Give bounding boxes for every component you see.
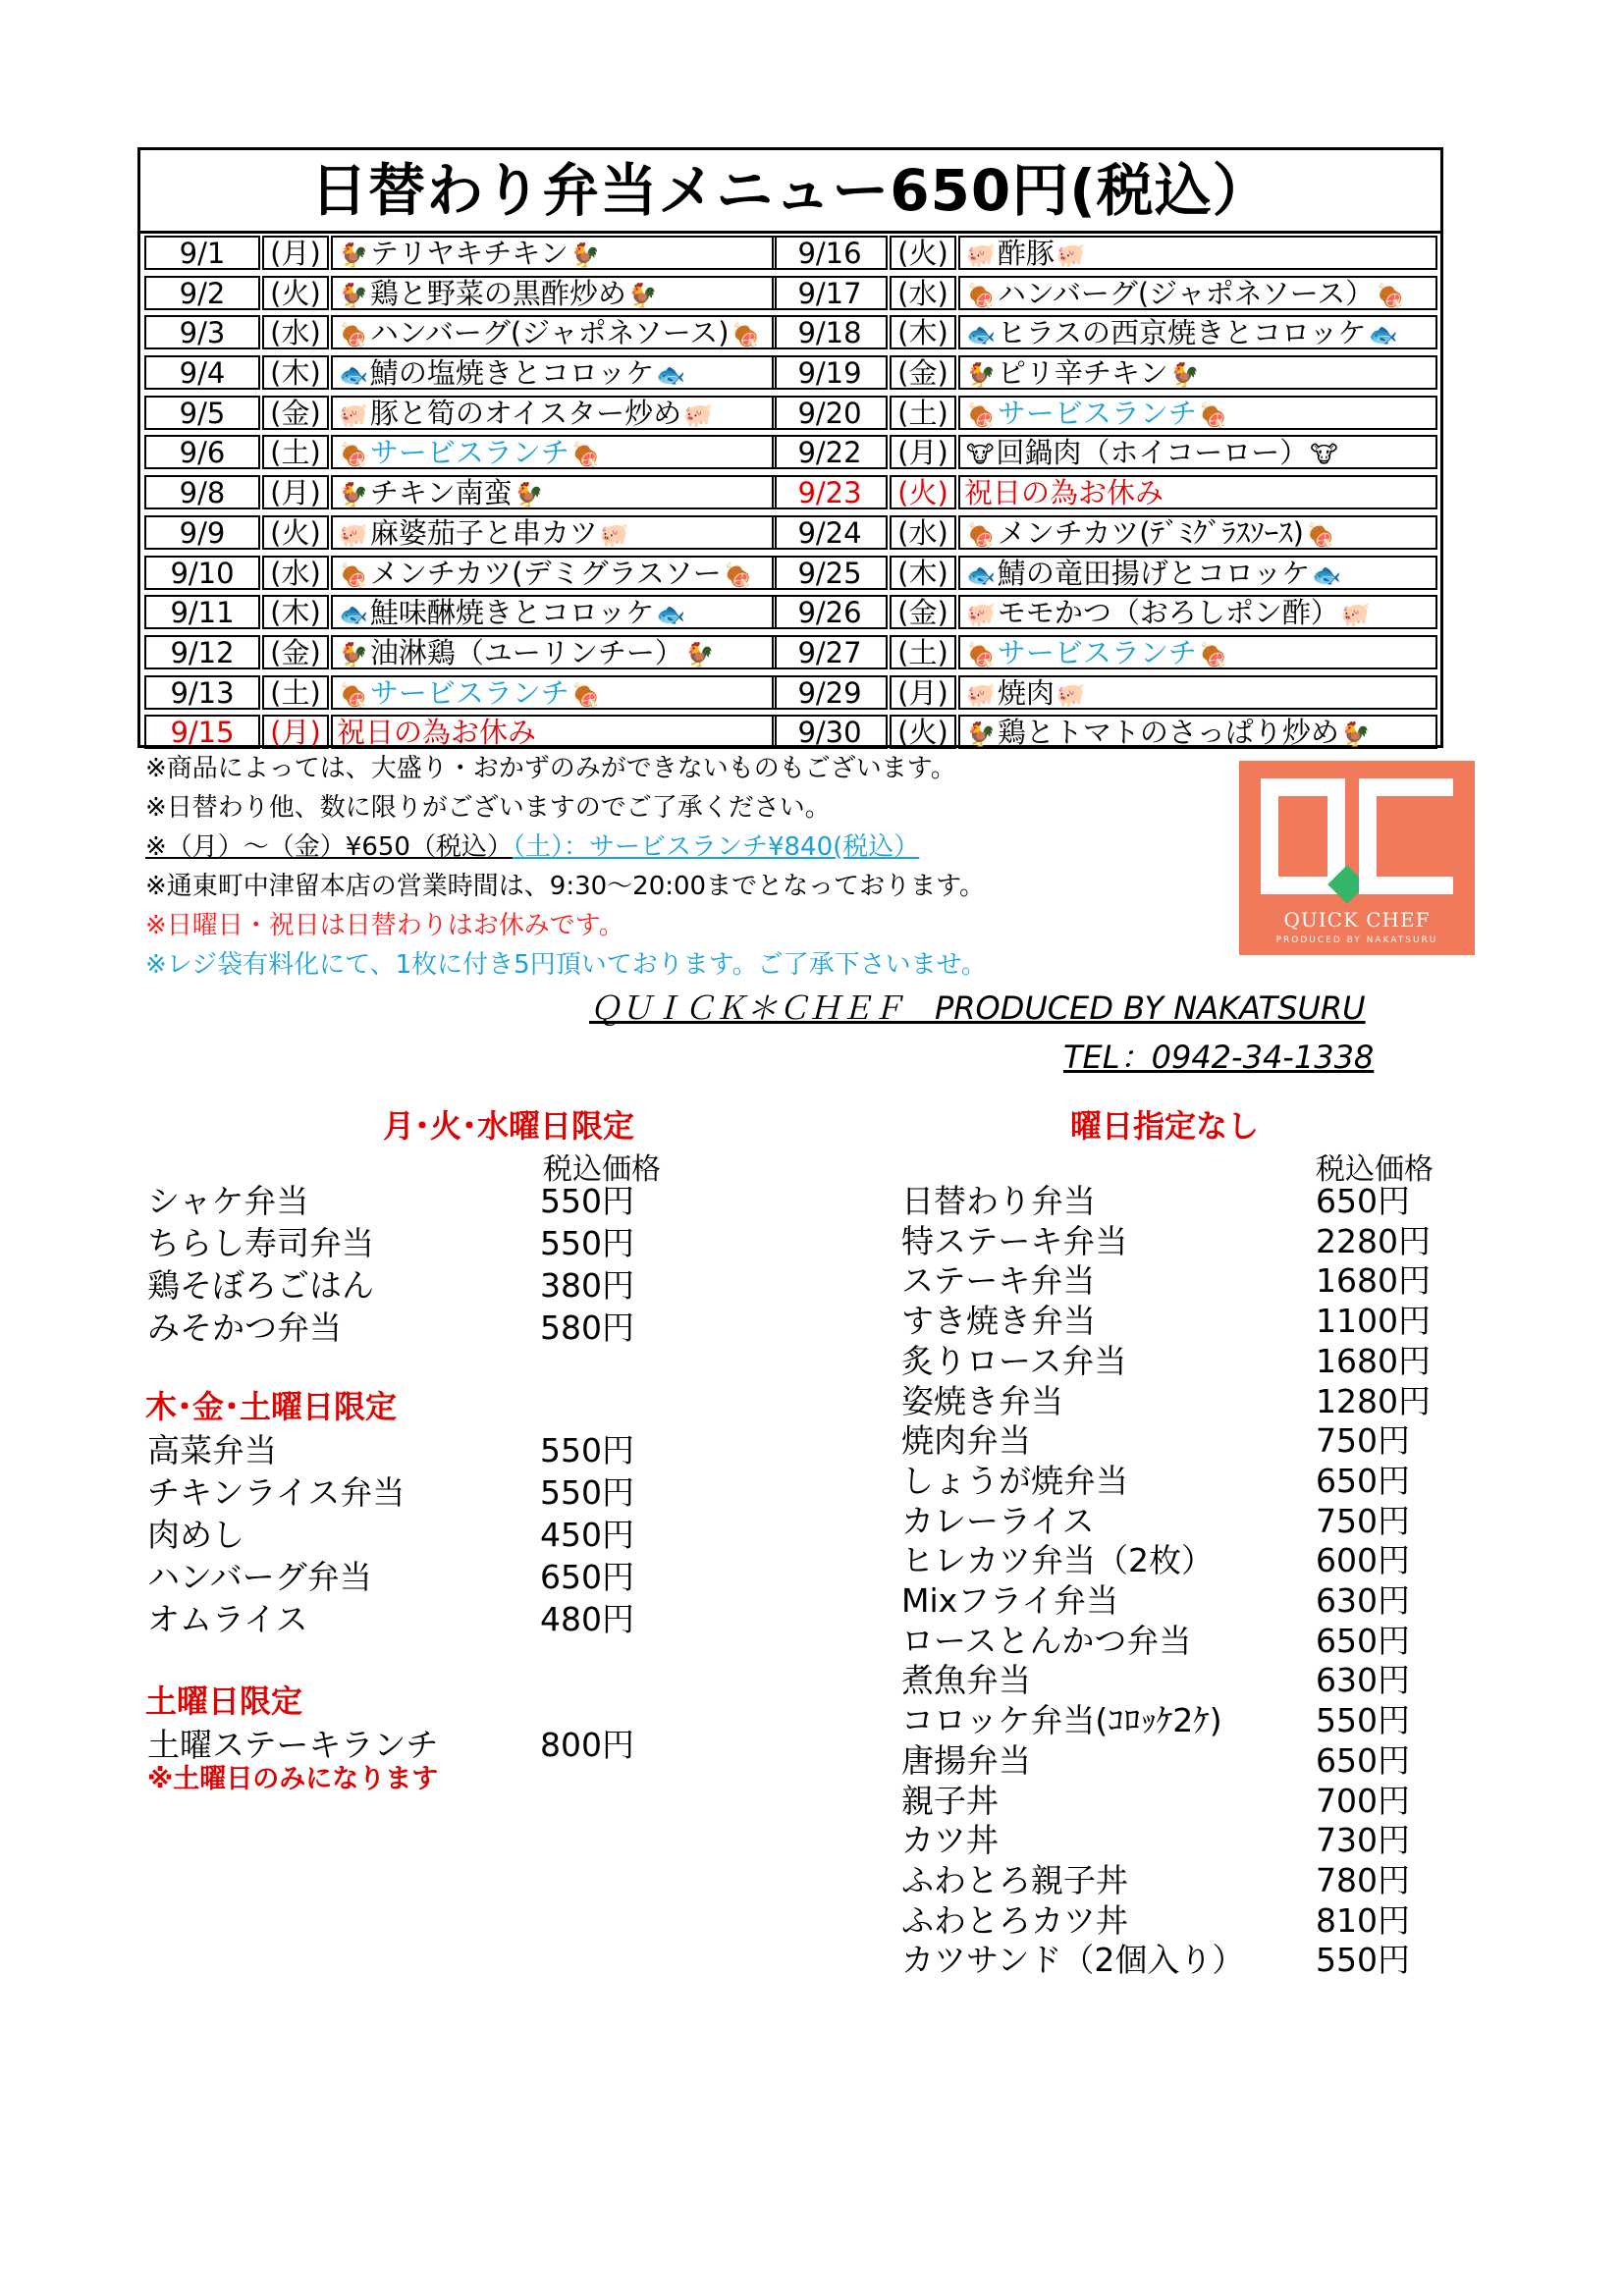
- price-list-item-name: 炙りロース弁当: [901, 1341, 1127, 1380]
- price-list-item-price: 780円: [1316, 1860, 1410, 1899]
- menu-date: 9/2: [144, 276, 260, 310]
- food-icon: 🐓: [570, 241, 600, 269]
- menu-item: [958, 515, 1437, 550]
- price-list-item-name: カツサンド（2個入り）: [901, 1941, 1245, 1980]
- menu-item-text: 祝日の為お休み: [964, 476, 1164, 510]
- price-list-item-price: 730円: [1316, 1821, 1410, 1860]
- price-list-item-name: 煮魚弁当: [901, 1661, 1031, 1700]
- menu-date: 9/6: [144, 435, 260, 469]
- food-icon: 🍖: [339, 680, 368, 709]
- menu-item-text: 焼肉: [997, 675, 1055, 710]
- price-list-item-name: Mixフライ弁当: [901, 1581, 1119, 1620]
- menu-item: [958, 715, 1437, 749]
- price-list-item-name: 肉めし: [147, 1516, 244, 1554]
- menu-item: [331, 595, 777, 629]
- menu-item-text: ヒラスの西京焼きとコロッケ: [997, 316, 1367, 350]
- menu-item-text: サービスランチ: [369, 675, 569, 710]
- price-list-item-price: 630円: [1316, 1661, 1410, 1700]
- menu-item: [958, 355, 1437, 390]
- menu-weekday: (火): [262, 276, 329, 310]
- menu-item: [331, 236, 777, 270]
- menu-item: [958, 276, 1437, 310]
- saturday-only-note: ※土曜日のみになります: [147, 1764, 439, 1794]
- food-icon: 🐟: [966, 321, 996, 349]
- menu-item: [331, 675, 777, 710]
- price-list-item-price: 630円: [1316, 1581, 1410, 1620]
- menu-item-text: チキン南蛮: [369, 476, 513, 510]
- food-icon: 🐓: [339, 640, 368, 668]
- price-list-item-name: 焼肉弁当: [901, 1421, 1031, 1461]
- price-list-item-price: 1100円: [1316, 1302, 1431, 1341]
- menu-item: [331, 315, 777, 349]
- food-icon: 🐓: [339, 281, 368, 309]
- menu-item: [331, 515, 777, 550]
- menu-item-text: 鮭味醂焼きとコロッケ: [369, 596, 655, 630]
- menu-item-text: ハンバーグ(ジャポネソース）: [997, 276, 1375, 310]
- daily-menu-row: [144, 433, 792, 473]
- note-limited: ※日替わり他、数に限りがございますのでご了承ください。: [145, 793, 831, 823]
- food-icon: 🍖: [966, 640, 996, 668]
- food-icon: 🍖: [1198, 640, 1228, 668]
- menu-date: 9/20: [772, 396, 888, 430]
- logo-name: QUICK CHEF: [1283, 908, 1431, 932]
- price-list-item-name: コロッケ弁当(ｺﾛｯｹ2ｹ): [901, 1701, 1222, 1740]
- price-list-item-name: みそかつ弁当: [147, 1308, 342, 1347]
- food-icon: 🐖: [1340, 601, 1371, 629]
- menu-date: 9/3: [144, 315, 260, 349]
- menu-item: [958, 556, 1437, 590]
- menu-item: [331, 355, 777, 390]
- menu-date: 9/16: [772, 236, 888, 270]
- note-closed-holidays: ※日曜日・祝日は日替わりはお休みです。: [145, 911, 624, 940]
- price-list-item-price: 550円: [540, 1431, 634, 1469]
- food-icon: 🍖: [339, 561, 368, 589]
- menu-weekday: (木): [890, 556, 956, 590]
- price-list-item-price: 650円: [1316, 1182, 1410, 1220]
- food-icon: 🍖: [731, 321, 761, 349]
- daily-menu-title: 日替わり弁当メニュー650円(税込）: [140, 150, 1440, 234]
- food-icon: 🐖: [1056, 241, 1086, 269]
- menu-date: 9/26: [772, 595, 888, 629]
- food-icon: 🐟: [656, 601, 686, 629]
- daily-menu-row: [772, 633, 1420, 673]
- price-list-item-price: 550円: [540, 1224, 634, 1262]
- food-icon: 🐖: [599, 520, 629, 549]
- food-icon: 🐓: [966, 721, 996, 749]
- price-list-item-price: 2280円: [1316, 1221, 1431, 1260]
- menu-item-text: 酢豚: [997, 237, 1055, 270]
- food-icon: 🐓: [627, 281, 658, 309]
- menu-weekday: (火): [890, 715, 956, 749]
- food-icon: 🍖: [339, 441, 368, 469]
- menu-item-text: サービスランチ: [997, 635, 1197, 669]
- food-icon: 🐖: [339, 520, 368, 549]
- daily-menu-row: [772, 353, 1420, 394]
- menu-weekday: (木): [890, 315, 956, 349]
- food-icon: 🍖: [570, 441, 601, 469]
- daily-menu-row: [144, 234, 792, 274]
- price-list-item-price: 1680円: [1316, 1261, 1431, 1301]
- price-list-item-name: チキンライス弁当: [147, 1473, 406, 1512]
- menu-date: 9/13: [144, 675, 260, 710]
- food-icon: 🍖: [570, 680, 601, 709]
- price-list-item-price: 580円: [540, 1308, 634, 1347]
- food-icon: 🐓: [339, 481, 368, 509]
- menu-weekday: (金): [262, 635, 329, 669]
- menu-item-text: ハンバーグ(ジャポネソース): [369, 316, 730, 350]
- menu-weekday: (水): [262, 315, 329, 349]
- menu-weekday: (木): [262, 355, 329, 390]
- menu-weekday: (水): [890, 515, 956, 550]
- menu-date: 9/10: [144, 556, 260, 590]
- producer-credit: ＱＵＩＣＫ＊ＣＨＥＦ PRODUCED BY NAKATSURU: [589, 989, 1366, 1027]
- menu-item-text: 鯖の竜田揚げとコロッケ: [997, 556, 1311, 590]
- daily-menu-row: [772, 473, 1420, 513]
- menu-date: 9/8: [144, 475, 260, 509]
- price-list-item-price: 550円: [1316, 1701, 1410, 1740]
- daily-menu-row: [772, 274, 1420, 314]
- price-list-item-price: 380円: [540, 1266, 634, 1305]
- price-list-item-name: ちらし寿司弁当: [147, 1224, 374, 1262]
- price-list-item-name: 姿焼き弁当: [901, 1381, 1063, 1420]
- price-list-item-name: ステーキ弁当: [901, 1261, 1096, 1301]
- menu-date: 9/18: [772, 315, 888, 349]
- price-list-item-price: 450円: [540, 1516, 634, 1554]
- menu-item: [958, 595, 1437, 629]
- menu-item: [958, 315, 1437, 349]
- menu-date: 9/19: [772, 355, 888, 390]
- price-list-item-price: 1680円: [1316, 1341, 1431, 1380]
- menu-weekday: (土): [890, 396, 956, 430]
- menu-item: [331, 276, 777, 310]
- price-list-item-name: ふわとろカツ丼: [901, 1900, 1128, 1940]
- price-list-item-price: 750円: [1316, 1501, 1410, 1540]
- menu-weekday: (木): [262, 595, 329, 629]
- thu-fri-sat-heading: 木･金･土曜日限定: [145, 1388, 398, 1425]
- note-portion: ※商品によっては、大盛り・おかずのみができないものもございます。: [145, 754, 956, 783]
- menu-date: 9/1: [144, 236, 260, 270]
- food-icon: 🐓: [684, 640, 715, 668]
- price-list-item-name: カツ丼: [901, 1821, 999, 1860]
- daily-menu-row: [144, 513, 792, 554]
- food-icon: 🍖: [339, 321, 368, 349]
- tax-price-label-right: 税込価格: [1316, 1152, 1434, 1187]
- price-list-item-name: カレーライス: [901, 1501, 1095, 1540]
- price-list-item-name: ロースとんかつ弁当: [901, 1621, 1192, 1660]
- menu-item: [958, 475, 1437, 509]
- menu-weekday: (土): [262, 675, 329, 710]
- price-list-item-price: 810円: [1316, 1900, 1410, 1940]
- food-icon: 🐮: [1310, 441, 1338, 469]
- price-list-item-name: シャケ弁当: [147, 1182, 309, 1220]
- daily-menu-row: [144, 394, 792, 434]
- price-list-item-name: 高菜弁当: [147, 1431, 277, 1469]
- price-list-item-price: 1280円: [1316, 1381, 1431, 1420]
- food-icon: 🍖: [966, 520, 996, 549]
- price-list-item-name: すき焼き弁当: [901, 1302, 1096, 1341]
- food-icon: 🐖: [966, 241, 996, 269]
- price-list-item-price: 480円: [540, 1600, 634, 1638]
- food-icon: 🐓: [1169, 361, 1200, 390]
- food-icon: 🍖: [966, 400, 996, 429]
- daily-menu-left-column: [144, 234, 792, 753]
- food-icon: 🐟: [339, 601, 368, 629]
- price-list-item-name: 鶏そぼろごはん: [147, 1266, 374, 1305]
- any-day-heading: 曜日指定なし: [1070, 1107, 1260, 1145]
- menu-weekday: (土): [890, 635, 956, 669]
- price-list-item-price: 600円: [1316, 1541, 1410, 1580]
- price-list-item-price: 650円: [1316, 1621, 1410, 1660]
- menu-date: 9/15: [144, 715, 260, 749]
- telephone: TEL：0942-34-1338: [1063, 1039, 1375, 1076]
- price-list-item-name: しょうが焼弁当: [901, 1461, 1128, 1500]
- menu-item-text: 麻婆茄子と串カツ: [369, 515, 598, 550]
- menu-date: 9/30: [772, 715, 888, 749]
- price-list-item-price: 650円: [540, 1558, 634, 1596]
- daily-menu-row: [144, 353, 792, 394]
- daily-menu-row: [772, 713, 1420, 753]
- menu-weekday: (金): [262, 396, 329, 430]
- tax-price-label-left: 税込価格: [543, 1152, 661, 1187]
- daily-menu-row: [772, 313, 1420, 353]
- food-icon: 🐮: [966, 441, 995, 469]
- food-icon: 🐟: [339, 361, 368, 390]
- food-icon: 🍖: [1305, 520, 1335, 549]
- menu-weekday: (金): [890, 355, 956, 390]
- logo-subtitle: PRODUCED BY NAKATSURU: [1275, 935, 1438, 945]
- logo-c-shape: [1359, 778, 1453, 894]
- food-icon: 🐓: [514, 481, 544, 509]
- price-list-item-name: ハンバーグ弁当: [147, 1558, 372, 1596]
- menu-date: 9/4: [144, 355, 260, 390]
- daily-menu-row: [144, 274, 792, 314]
- food-icon: 🐓: [339, 241, 368, 269]
- daily-menu-row: [772, 234, 1420, 274]
- mon-tue-wed-heading: 月･火･水曜日限定: [383, 1107, 635, 1145]
- price-list-item-price: 750円: [1316, 1421, 1410, 1461]
- menu-weekday: (月): [262, 475, 329, 509]
- menu-item-text: モモかつ（おろしポン酢）: [997, 596, 1339, 630]
- price-list-item-price: 700円: [1316, 1781, 1410, 1820]
- price-list-item-name: オムライス: [147, 1600, 308, 1638]
- menu-date: 9/9: [144, 515, 260, 550]
- menu-item: [958, 435, 1437, 469]
- daily-menu-row: [772, 394, 1420, 434]
- menu-weekday: (月): [890, 435, 956, 469]
- price-list-item-name: 親子丼: [901, 1781, 999, 1820]
- food-icon: 🍖: [966, 281, 996, 309]
- menu-date: 9/22: [772, 435, 888, 469]
- menu-item: [958, 236, 1437, 270]
- menu-weekday: (土): [262, 435, 329, 469]
- price-list-item-name: 土曜ステーキランチ: [147, 1726, 439, 1764]
- menu-item: [331, 435, 777, 469]
- menu-weekday: (月): [262, 236, 329, 270]
- menu-item: [331, 475, 777, 509]
- menu-item-text: 豚と筍のオイスター炒め: [369, 396, 682, 430]
- daily-menu-row: [144, 633, 792, 673]
- food-icon: 🍖: [1376, 281, 1406, 309]
- menu-item-text: サービスランチ: [369, 436, 569, 470]
- price-list-item-name: 唐揚弁当: [901, 1740, 1031, 1780]
- food-icon: 🐟: [966, 561, 996, 589]
- menu-item-text: メンチカツ(ﾃﾞﾐｸﾞﾗｽｿｰｽ): [997, 515, 1304, 550]
- saturday-heading: 土曜日限定: [145, 1682, 303, 1720]
- food-icon: 🐓: [1340, 721, 1371, 749]
- food-icon: 🐖: [683, 400, 714, 429]
- note-hours: ※通東町中津留本店の営業時間は、9:30～20:00までとなっております。: [145, 872, 986, 901]
- menu-date: 9/24: [772, 515, 888, 550]
- price-list-item-price: 550円: [540, 1473, 634, 1512]
- menu-item: [958, 635, 1437, 669]
- daily-menu-row: [772, 513, 1420, 554]
- menu-item: [331, 556, 777, 590]
- food-icon: 🐓: [966, 361, 996, 390]
- note-prices: [145, 831, 919, 863]
- menu-date: 9/25: [772, 556, 888, 590]
- food-icon: 🐖: [966, 680, 996, 709]
- menu-date: 9/27: [772, 635, 888, 669]
- menu-item-text: サービスランチ: [997, 396, 1197, 430]
- daily-menu-row: [144, 313, 792, 353]
- menu-item-text: 回鍋肉（ホイコーロー）: [996, 436, 1309, 470]
- food-icon: 🐖: [966, 601, 996, 629]
- note-bag-fee: ※レジ袋有料化にて、1枚に付き5円頂いております。ご了承下さいませ。: [145, 950, 987, 980]
- menu-weekday: (火): [262, 515, 329, 550]
- menu-item: [331, 715, 777, 749]
- daily-menu-row: [144, 713, 792, 753]
- menu-item-text: 鶏と野菜の黒酢炒め: [369, 276, 626, 310]
- food-icon: 🐖: [339, 400, 368, 429]
- menu-item-text: 祝日の為お休み: [337, 716, 537, 750]
- daily-menu-right-column: [772, 234, 1420, 753]
- menu-date: 9/17: [772, 276, 888, 310]
- menu-date: 9/23: [772, 475, 888, 509]
- note-weekday-price: ※（月）～（金）¥650（税込）: [145, 832, 513, 862]
- menu-item-text: メンチカツ(デミグラスソー: [369, 556, 722, 590]
- menu-weekday: (月): [890, 675, 956, 710]
- menu-weekday: (金): [890, 595, 956, 629]
- price-list-item-price: 800円: [540, 1726, 634, 1764]
- price-list-item-name: ふわとろ親子丼: [901, 1860, 1128, 1899]
- menu-item: [958, 396, 1437, 430]
- food-icon: 🐟: [656, 361, 686, 390]
- menu-weekday: (水): [262, 556, 329, 590]
- food-icon: 🍖: [1198, 400, 1228, 429]
- menu-date: 9/12: [144, 635, 260, 669]
- price-list-item-price: 650円: [1316, 1461, 1410, 1500]
- daily-menu-row: [144, 473, 792, 513]
- menu-item: [958, 675, 1437, 710]
- daily-menu-row: [772, 433, 1420, 473]
- menu-date: 9/29: [772, 675, 888, 710]
- food-icon: 🐖: [1056, 680, 1086, 709]
- daily-menu-row: [772, 554, 1420, 594]
- menu-item: [331, 396, 777, 430]
- price-list-item-name: 特ステーキ弁当: [901, 1221, 1128, 1260]
- menu-weekday: (月): [262, 715, 329, 749]
- menu-item-text: テリヤキチキン: [369, 237, 569, 270]
- daily-menu-row: [144, 554, 792, 594]
- price-list-item-name: 日替わり弁当: [901, 1182, 1096, 1220]
- price-list-item-price: 550円: [1316, 1941, 1410, 1980]
- food-icon: 🐟: [1312, 561, 1342, 589]
- daily-menu-table: [137, 147, 1443, 748]
- logo-q-shape: [1261, 778, 1345, 894]
- menu-item-text: 鯖の塩焼きとコロッケ: [369, 356, 655, 391]
- daily-menu-row: [144, 673, 792, 714]
- note-saturday-price: （土）：サービスランチ¥840(税込）: [512, 832, 920, 862]
- menu-weekday: (水): [890, 276, 956, 310]
- price-list-item-price: 650円: [1316, 1740, 1410, 1780]
- menu-item-text: 鶏とトマトのさっぱり炒め: [997, 716, 1339, 750]
- food-icon: 🍖: [723, 561, 753, 589]
- menu-date: 9/11: [144, 595, 260, 629]
- food-icon: 🐟: [1368, 321, 1398, 349]
- quick-chef-logo: [1239, 761, 1475, 955]
- menu-item-text: 油淋鶏（ユーリンチー）: [369, 635, 683, 669]
- price-list-item-price: 550円: [540, 1182, 634, 1220]
- daily-menu-row: [144, 593, 792, 633]
- menu-date: 9/5: [144, 396, 260, 430]
- menu-weekday: (火): [890, 236, 956, 270]
- daily-menu-row: [772, 593, 1420, 633]
- price-list-item-name: ヒレカツ弁当（2枚）: [901, 1541, 1214, 1580]
- menu-item-text: ピリ辛チキン: [997, 356, 1168, 391]
- daily-menu-row: [772, 673, 1420, 714]
- menu-weekday: (火): [890, 475, 956, 509]
- menu-item: [331, 635, 777, 669]
